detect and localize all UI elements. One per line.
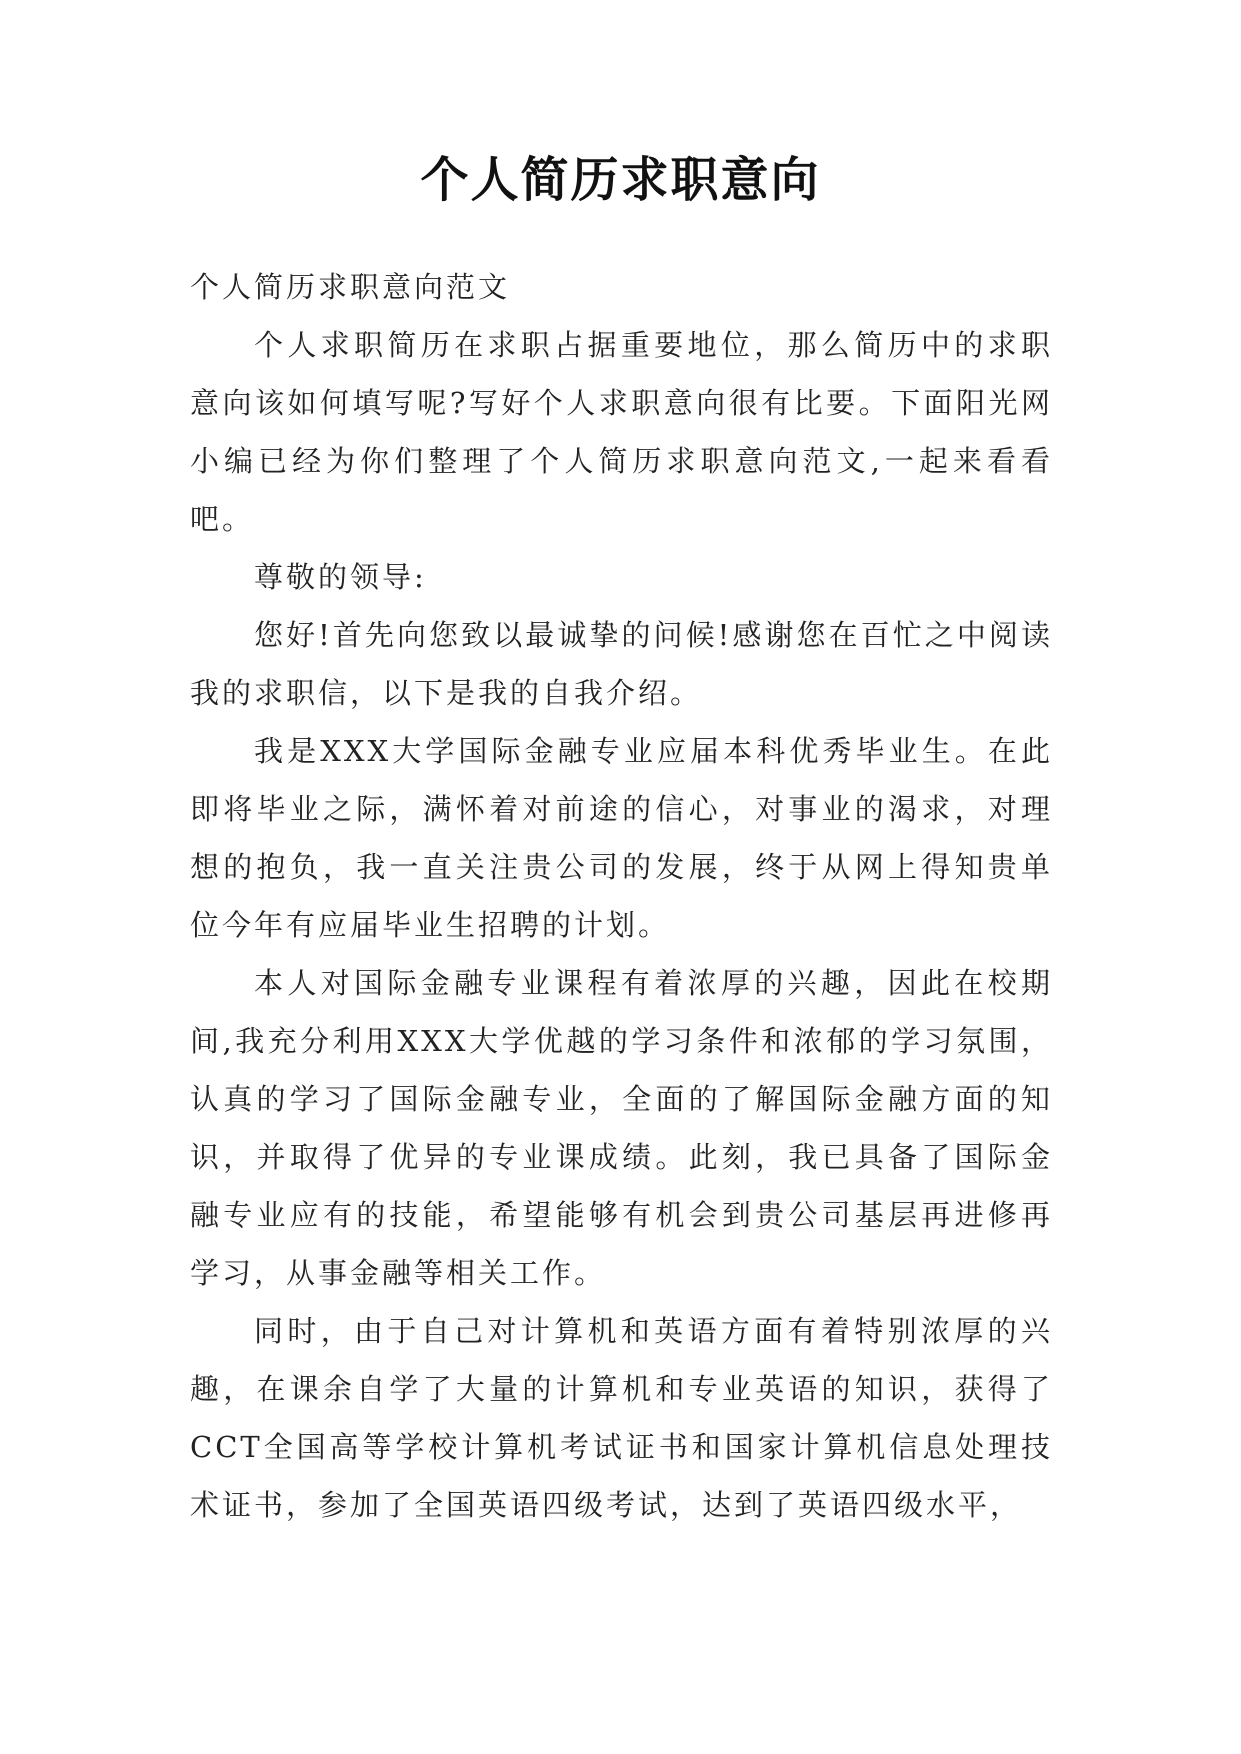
paragraph: 您好!首先向您致以最诚挚的问候!感谢您在百忙之中阅读我的求职信，以下是我的自我介绍。 (190, 618, 1053, 710)
paragraph: 同时，由于自己对计算机和英语方面有着特别浓厚的兴趣，在课余自学了大量的计算机和专业英语的知识，获得了CCT全国高等学校计算机考试证书和国家计算机信息处理技术证书，参加了全国英语四级考试，达到了英语四级水平， (190, 1314, 1053, 1522)
paragraph-salutation: 尊敬的领导: (254, 560, 427, 594)
paragraph: 本人对国际金融专业课程有着浓厚的兴趣，因此在校期间,我充分利用XXX大学优越的学习条件和浓郁的学习氛围，认真的学习了国际金融专业，全面的了解国际金融方面的知识，并取得了优异的专业课成绩。此刻，我已具备了国际金融专业应有的技能，希望能够有机会到贵公司基层再进修再学习，从事金融等相关工作。 (190, 966, 1053, 1290)
paragraph: 个人求职简历在求职占据重要地位，那么简历中的求职意向该如何填写呢?写好个人求职意向很有比要。下面阳光网小编已经为你们整理了个人简历求职意向范文,一起来看看吧。 (190, 328, 1053, 536)
document-title: 个人简历求职意向 (420, 152, 821, 208)
document-body (190, 258, 1053, 1534)
paragraph: 我是XXX大学国际金融专业应届本科优秀毕业生。在此即将毕业之际，满怀着对前途的信心，对事业的渴求，对理想的抱负，我一直关注贵公司的发展，终于从网上得知贵单位今年有应届毕业生招聘的计划。 (190, 734, 1053, 942)
paragraph-intro-heading: 个人简历求职意向范文 (190, 270, 511, 304)
